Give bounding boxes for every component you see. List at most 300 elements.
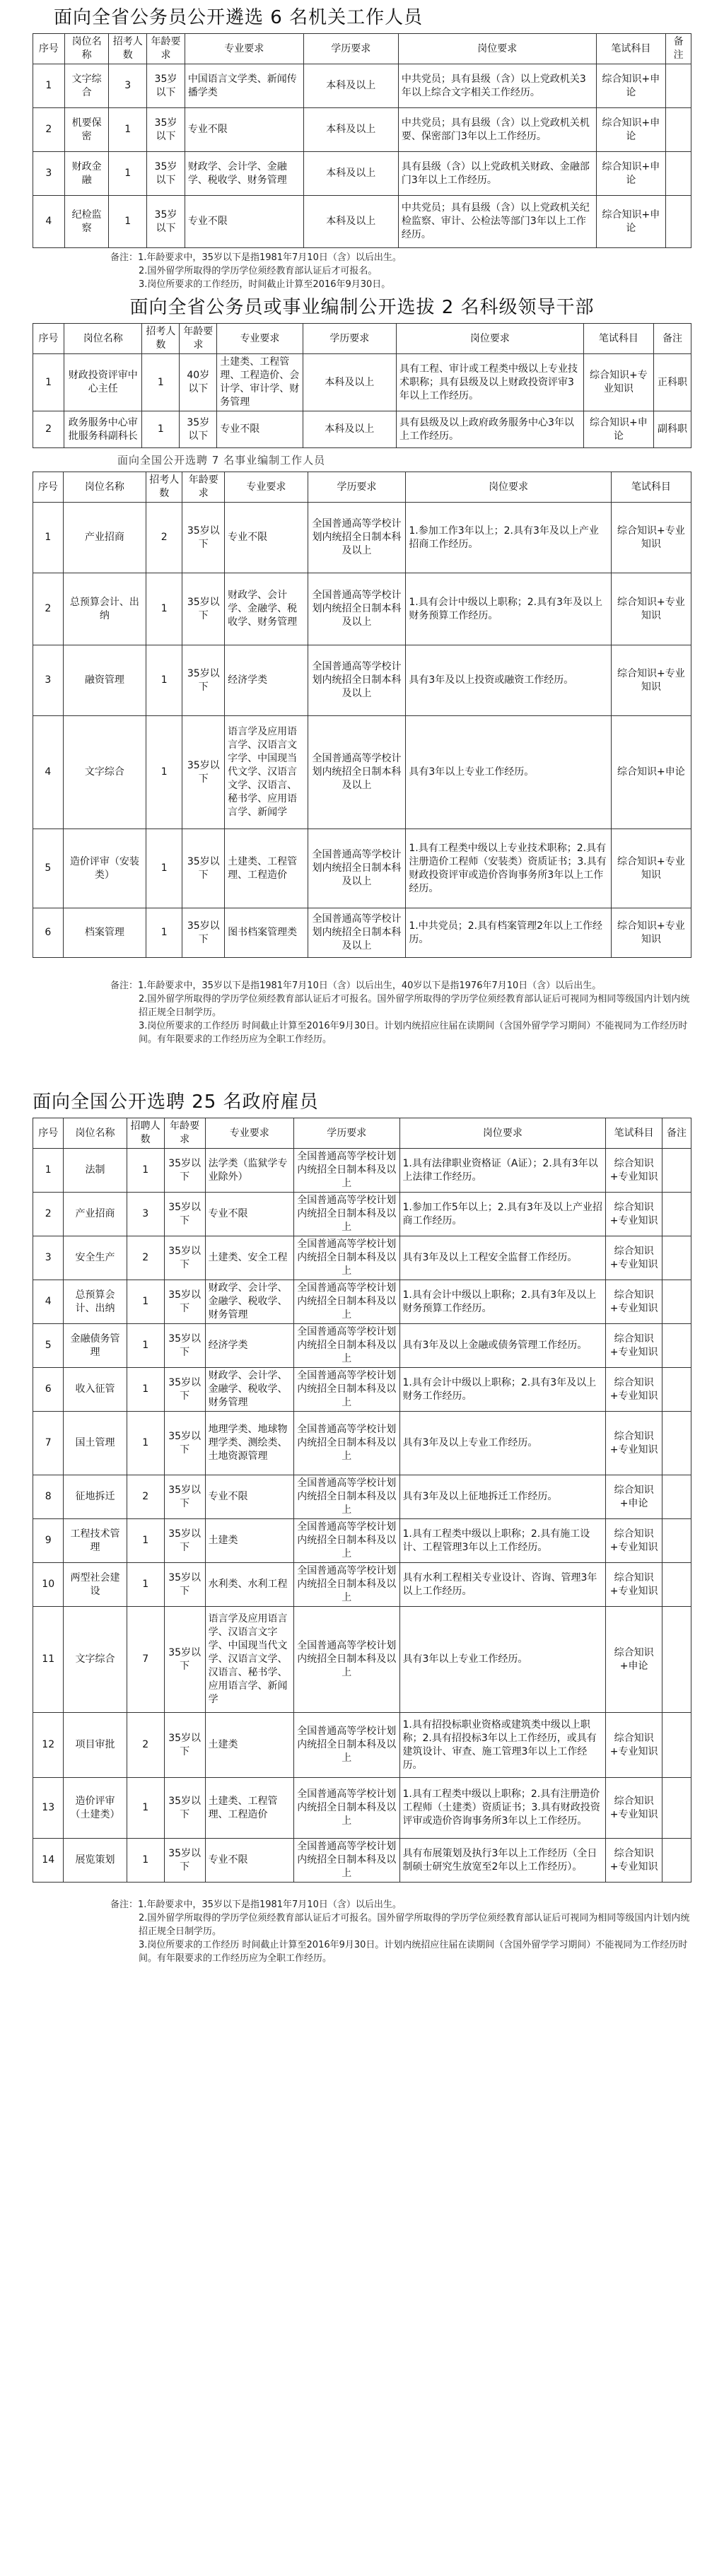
table-cell: 1 (127, 1778, 164, 1839)
table-cell: 综合知识+申论 (583, 411, 653, 448)
table-cell: 两型社会建设 (64, 1563, 127, 1607)
table-cell: 本科及以上 (303, 64, 398, 108)
table-cell: 经济学类 (205, 1324, 293, 1368)
table-cell: 地理学类、地球物理学类、测绘类、土地资源管理 (205, 1412, 293, 1475)
table-row (33, 573, 691, 645)
table-cell (662, 1412, 691, 1475)
section3-header-row (33, 472, 691, 503)
table-cell: 1 (146, 645, 182, 716)
table-row (33, 108, 691, 152)
table-row (33, 1839, 691, 1883)
table-cell: 35岁以下 (164, 1236, 205, 1280)
column-header: 学历要求 (308, 472, 406, 503)
table-cell: 财政学、会计学、金融学、税收学、财务管理 (185, 152, 303, 196)
section1-notes (33, 248, 691, 291)
table-cell: 全国普通高等学校计划内统招全日制本科及以上 (308, 829, 406, 908)
table-cell: 3 (33, 645, 64, 716)
table-cell: 3 (109, 64, 147, 108)
table-cell: 全国普通高等学校计划内统招全日制本科及以上 (293, 1368, 399, 1412)
table-cell: 具有3年及以上征地拆迁工作经历。 (399, 1475, 606, 1519)
table-cell: 中共党员；具有县级（含）以上党政机关纪检监察、审计、公检法等部门3年以上工作经历。 (398, 196, 596, 248)
table-cell: 全国普通高等学校计划内统招全日制本科及以上 (293, 1193, 399, 1236)
section4-rows (33, 1149, 691, 1883)
column-header: 笔试科目 (583, 324, 653, 354)
table-cell: 1.具有工程类中级以上职称；2.具有注册造价工程师（土建类）资质证书；3.具有财政投资评审或造价咨询事务所3年以上工作经历。 (399, 1778, 606, 1839)
table-cell: 总预算会计、出纳 (63, 573, 146, 645)
table-cell: 财政学、会计学、金融学、税收学、财务管理 (205, 1280, 293, 1324)
table-cell: 35岁以下 (180, 411, 217, 448)
table-cell: 全国普通高等学校计划内统招全日制本科及以上 (293, 1236, 399, 1280)
table-cell: 财政学、会计学、金融学、税收学、财务管理 (205, 1368, 293, 1412)
table-cell: 13 (33, 1778, 64, 1839)
table-cell: 2 (127, 1713, 164, 1778)
table-cell: 文字综合 (64, 1607, 127, 1713)
column-header: 岗位名称 (63, 472, 146, 503)
table-cell: 35岁以下 (164, 1149, 205, 1193)
section3-title: 面向全国公开选聘 7 名事业编制工作人员 (117, 454, 326, 467)
table-cell: 1 (127, 1324, 164, 1368)
table-cell: 全国普通高等学校计划内统招全日制本科及以上 (293, 1713, 399, 1778)
table-cell: 展览策划 (64, 1839, 127, 1883)
table-cell (666, 108, 691, 152)
table-cell: 土建类 (205, 1713, 293, 1778)
table-cell: 经济学类 (225, 645, 308, 716)
table-cell: 专业不限 (205, 1193, 293, 1236)
column-header: 序号 (33, 34, 65, 64)
table-cell: 全国普通高等学校计划内统招全日制本科及以上 (293, 1778, 399, 1839)
table-cell: 综合知识+专业知识 (606, 1778, 662, 1839)
table-cell: 综合知识+专业知识 (606, 1236, 662, 1280)
table-cell: 专业不限 (217, 411, 303, 448)
table-cell: 35岁以下 (182, 645, 225, 716)
column-header: 专业要求 (205, 1118, 293, 1149)
table-cell: 1 (127, 1149, 164, 1193)
table-row (33, 829, 691, 908)
table-cell: 35岁以下 (182, 716, 225, 829)
table-cell: 财政金融 (64, 152, 109, 196)
table-cell: 2 (33, 411, 64, 448)
table-cell: 14 (33, 1839, 64, 1883)
table-cell: 1 (127, 1280, 164, 1324)
table-cell: 项目审批 (64, 1713, 127, 1778)
table-cell: 全国普通高等学校计划内统招全日制本科及以上 (308, 503, 406, 573)
table-row (33, 1280, 691, 1324)
table-cell: 中共党员；具有县级（含）以上党政机关3年以上综合文字相关工作经历。 (398, 64, 596, 108)
column-header: 岗位名称 (64, 1118, 127, 1149)
table-cell: 全国普通高等学校计划内统招全日制本科及以上 (293, 1149, 399, 1193)
table-cell: 综合知识+申论 (596, 108, 665, 152)
table-cell (662, 1149, 691, 1193)
table-cell (662, 1778, 691, 1839)
table-cell: 综合知识+专业知识 (606, 1149, 662, 1193)
section1-header-row (33, 34, 691, 64)
table-cell: 财政学、会计学、金融学、税收学、财务管理 (225, 573, 308, 645)
table-cell: 1 (33, 354, 64, 411)
section1-table (33, 33, 691, 248)
table-cell: 35岁以下 (164, 1778, 205, 1839)
column-header: 学历要求 (303, 324, 396, 354)
table-cell: 1 (33, 1149, 64, 1193)
section4-notes (33, 1883, 691, 1965)
table-cell (662, 1236, 691, 1280)
table-cell (666, 196, 691, 248)
table-cell: 3 (33, 152, 65, 196)
table-cell: 1 (33, 64, 65, 108)
table-cell: 综合知识+专业知识 (606, 1519, 662, 1563)
table-cell: 1 (109, 152, 147, 196)
table-cell (666, 152, 691, 196)
table-cell: 综合知识+申论 (596, 196, 665, 248)
table-row (33, 152, 691, 196)
table-cell: 4 (33, 196, 65, 248)
column-header: 岗位要求 (406, 472, 611, 503)
table-cell: 综合知识+专业知识 (606, 1839, 662, 1883)
column-header: 年龄要求 (182, 472, 225, 503)
table-cell: 本科及以上 (303, 354, 396, 411)
table-cell: 综合知识+申论 (606, 1607, 662, 1713)
table-cell: 具有工程、审计或工程类中级以上专业技术职称；具有县级及以上财政投资评审3年以上工作经历。 (396, 354, 583, 411)
table-cell (666, 64, 691, 108)
table-cell: 全国普通高等学校计划内统招全日制本科及以上 (308, 716, 406, 829)
table-cell: 40岁以下 (180, 354, 217, 411)
column-header: 年龄要求 (147, 34, 185, 64)
section3-notes (33, 958, 691, 1046)
table-cell: 35岁以下 (182, 829, 225, 908)
table-cell: 全国普通高等学校计划内统招全日制本科及以上 (293, 1519, 399, 1563)
table-cell: 文字综合 (64, 64, 109, 108)
table-cell: 中国语言文学类、新闻传播学类 (185, 64, 303, 108)
note: 3.岗位所要求的工作经历 时间截止计算至2016年9月30日。计划内统招应往届在读期间（含国外留学学习期间）不能视同为工作经历时间。有年限要求的工作经历应为全职工作经历。 (139, 1940, 688, 1964)
table-cell (662, 1280, 691, 1324)
table-cell: 综合知识+专业知识 (611, 908, 691, 958)
table-cell: 2 (33, 108, 65, 152)
table-cell (662, 1324, 691, 1368)
table-cell: 全国普通高等学校计划内统招全日制本科及以上 (293, 1607, 399, 1713)
section4-table (33, 1118, 691, 1883)
column-header: 笔试科目 (606, 1118, 662, 1149)
table-cell: 1 (142, 354, 180, 411)
table-cell: 4 (33, 716, 64, 829)
column-header: 招聘人数 (127, 1118, 164, 1149)
column-header: 年龄要求 (164, 1118, 205, 1149)
table-cell: 1.具有会计中级以上职称；2.具有3年及以上财务工作经历。 (399, 1368, 606, 1412)
section2-rows (33, 354, 691, 448)
table-cell: 产业招商 (63, 503, 146, 573)
table-cell: 具有县级（含）以上党政机关财政、金融部门3年以上工作经历。 (398, 152, 596, 196)
table-cell: 综合知识+专业知识 (583, 354, 653, 411)
table-cell: 2 (146, 503, 182, 573)
table-cell: 具有布展策划及执行3年以上工作经历（全日制硕士研究生放宽至2年以上工作经历）。 (399, 1839, 606, 1883)
table-cell: 造价评审（安装类） (63, 829, 146, 908)
note: 2.国外留学所取得的学历学位须经教育部认证后才可报名。 (139, 266, 378, 276)
table-cell: 档案管理 (63, 908, 146, 958)
table-row (33, 1236, 691, 1280)
section1-title: 面向全省公务员公开遴选 6 名机关工作人员 (54, 7, 424, 28)
column-header: 序号 (33, 472, 64, 503)
section4-header-row (33, 1118, 691, 1149)
table-cell: 35岁以下 (182, 908, 225, 958)
table-cell: 土建类、工程管理、工程造价 (225, 829, 308, 908)
table-cell: 具有3年及以上投资或融资工作经历。 (406, 645, 611, 716)
table-cell: 全国普通高等学校计划内统招全日制本科及以上 (308, 645, 406, 716)
table-row (33, 716, 691, 829)
table-row (33, 1563, 691, 1607)
table-row (33, 1778, 691, 1839)
table-cell: 图书档案管理类 (225, 908, 308, 958)
section4-title: 面向全国公开选聘 25 名政府雇员 (33, 1091, 319, 1113)
column-header: 岗位要求 (398, 34, 596, 64)
table-cell: 综合知识+专业知识 (611, 645, 691, 716)
table-row (33, 1475, 691, 1519)
note: 备注：1.年龄要求中，35岁以下是指1981年7月10日（含）以后出生。 (110, 1899, 402, 1910)
table-cell: 35岁以下 (164, 1563, 205, 1607)
table-cell: 综合知识+申论 (596, 64, 665, 108)
table-cell: 全国普通高等学校计划内统招全日制本科及以上 (308, 573, 406, 645)
column-header: 笔试科目 (596, 34, 665, 64)
column-header: 学历要求 (293, 1118, 399, 1149)
column-header: 岗位名称 (64, 34, 109, 64)
table-cell: 3 (33, 1236, 64, 1280)
table-row (33, 1368, 691, 1412)
column-header: 岗位要求 (396, 324, 583, 354)
table-cell: 具有3年以上专业工作经历。 (406, 716, 611, 829)
table-cell (662, 1519, 691, 1563)
table-cell: 纪检监察 (64, 196, 109, 248)
table-cell: 机要保密 (64, 108, 109, 152)
table-cell: 语言学及应用语言学、汉语言文字学、中国现当代文学、汉语言文学、汉语言、秘书学、应用语言学、新闻学 (205, 1607, 293, 1713)
table-cell: 1 (127, 1519, 164, 1563)
table-cell: 7 (127, 1607, 164, 1713)
table-cell: 全国普通高等学校计划内统招全日制本科及以上 (308, 908, 406, 958)
table-cell: 财政投资评审中心主任 (64, 354, 142, 411)
table-cell: 5 (33, 1324, 64, 1368)
table-cell (662, 1839, 691, 1883)
table-cell: 全国普通高等学校计划内统招全日制本科及以上 (293, 1280, 399, 1324)
table-cell: 政务服务中心审批服务科副科长 (64, 411, 142, 448)
column-header: 序号 (33, 324, 64, 354)
table-cell: 9 (33, 1519, 64, 1563)
table-cell: 35岁以下 (164, 1280, 205, 1324)
table-cell: 收入征管 (64, 1368, 127, 1412)
table-cell: 土建类 (205, 1519, 293, 1563)
table-cell (662, 1475, 691, 1519)
column-header: 学历要求 (303, 34, 398, 64)
table-cell: 综合知识+专业知识 (606, 1563, 662, 1607)
table-cell: 1 (33, 503, 64, 573)
table-cell: 土建类、工程管理、工程造价、会计学、审计学、财务管理 (217, 354, 303, 411)
table-cell: 专业不限 (185, 196, 303, 248)
column-header: 专业要求 (217, 324, 303, 354)
table-cell: 1 (127, 1412, 164, 1475)
table-row (33, 908, 691, 958)
table-cell: 融资管理 (63, 645, 146, 716)
table-cell: 1 (146, 829, 182, 908)
table-cell: 1 (146, 573, 182, 645)
column-header: 备注 (653, 324, 691, 354)
table-cell: 1.具有工程类中级以上专业技术职称；2.具有注册造价工程师（安装类）资质证书；3.具有财政投资评审或造价咨询事务所3年以上工作经历。 (406, 829, 611, 908)
table-cell: 全国普通高等学校计划内统招全日制本科及以上 (293, 1324, 399, 1368)
table-row (33, 645, 691, 716)
table-cell: 7 (33, 1412, 64, 1475)
table-cell: 综合知识+专业知识 (606, 1280, 662, 1324)
column-header: 招考人数 (146, 472, 182, 503)
section2-table (33, 323, 691, 448)
section2-header-row (33, 324, 691, 354)
table-cell: 1.具有会计中级以上职称；2.具有3年及以上财务预算工作经历。 (406, 573, 611, 645)
table-cell: 1 (127, 1563, 164, 1607)
column-header: 招考人数 (142, 324, 180, 354)
table-cell: 文字综合 (63, 716, 146, 829)
table-cell: 专业不限 (205, 1475, 293, 1519)
table-cell: 35岁以下 (147, 152, 185, 196)
table-cell: 全国普通高等学校计划内统招全日制本科及以上 (293, 1839, 399, 1883)
table-row (33, 1412, 691, 1475)
table-cell: 1 (146, 716, 182, 829)
section-institution-staff (33, 448, 691, 1046)
table-cell: 土建类、工程管理、工程造价 (205, 1778, 293, 1839)
column-header: 年龄要求 (180, 324, 217, 354)
table-cell: 11 (33, 1607, 64, 1713)
table-cell: 35岁以下 (147, 108, 185, 152)
column-header: 专业要求 (185, 34, 303, 64)
table-cell: 1.参加工作3年以上；2.具有3年及以上产业招商工作经历。 (406, 503, 611, 573)
table-cell: 35岁以下 (164, 1713, 205, 1778)
table-row (33, 1193, 691, 1236)
table-cell (662, 1193, 691, 1236)
table-cell: 具有县级及以上政府政务服务中心3年以上工作经历。 (396, 411, 583, 448)
table-cell: 35岁以下 (164, 1839, 205, 1883)
table-cell: 综合知识+专业知识 (606, 1193, 662, 1236)
table-cell: 具有3年及以上工程安全监督工作经历。 (399, 1236, 606, 1280)
table-row (33, 1519, 691, 1563)
table-cell: 本科及以上 (303, 152, 398, 196)
column-header: 备注 (662, 1118, 691, 1149)
table-cell: 35岁以下 (182, 503, 225, 573)
table-cell: 8 (33, 1475, 64, 1519)
table-row (33, 354, 691, 411)
table-cell: 语言学及应用语言学、汉语言文字学、中国现当代文学、汉语言文学、汉语言、秘书学、应用语言学、新闻学 (225, 716, 308, 829)
note: 2.国外留学所取得的学历学位须经教育部认证后才可报名。国外留学所取得的学历学位须经教育部认证后可视同为相同等级国内计划内统招正规全日制学历。 (139, 1913, 690, 1937)
table-cell: 35岁以下 (164, 1368, 205, 1412)
table-row (33, 1149, 691, 1193)
table-cell: 具有水利工程相关专业设计、咨询、管理3年以上工作经历。 (399, 1563, 606, 1607)
table-cell: 1.具有招投标职业资格或建筑类中级以上职称；2.具有招投标3年以上工作经历，或具有建筑设计、审查、施工管理3年以上工作经历。 (399, 1713, 606, 1778)
table-cell: 土建类、安全工程 (205, 1236, 293, 1280)
table-cell: 综合知识+专业知识 (611, 503, 691, 573)
table-row (33, 1324, 691, 1368)
table-cell: 4 (33, 1280, 64, 1324)
table-cell: 2 (127, 1236, 164, 1280)
column-header: 岗位要求 (399, 1118, 606, 1149)
table-cell: 2 (33, 573, 64, 645)
table-cell: 35岁以下 (164, 1607, 205, 1713)
table-cell: 法制 (64, 1149, 127, 1193)
note: 3.岗位所要求的工作经历 时间截止计算至2016年9月30日。计划内统招应往届在读期间（含国外留学学习期间）不能视同为工作经历时间。有年限要求的工作经历应为全职工作经历。 (139, 1021, 688, 1045)
note: 备注：1.年龄要求中，35岁以下是指1981年7月10日（含）以后出生，40岁以下是指1976年7月10日（含）以后出生。 (110, 980, 602, 991)
table-cell: 全国普通高等学校计划内统招全日制本科及以上 (293, 1412, 399, 1475)
table-cell: 造价评审（土建类） (64, 1778, 127, 1839)
table-cell: 2 (127, 1475, 164, 1519)
table-cell: 国土管理 (64, 1412, 127, 1475)
table-cell: 具有3年及以上金融或债务管理工作经历。 (399, 1324, 606, 1368)
table-row (33, 64, 691, 108)
section1-rows (33, 64, 691, 248)
table-cell: 1.具有会计中级以上职称；2.具有3年及以上财务预算工作经历。 (399, 1280, 606, 1324)
section3-table (33, 472, 691, 958)
column-header: 招考人数 (109, 34, 147, 64)
table-cell: 35岁以下 (164, 1519, 205, 1563)
table-row (33, 411, 691, 448)
table-cell: 35岁以下 (164, 1475, 205, 1519)
table-cell: 专业不限 (185, 108, 303, 152)
table-cell: 本科及以上 (303, 108, 398, 152)
table-cell: 全国普通高等学校计划内统招全日制本科及以上 (293, 1475, 399, 1519)
table-cell: 1 (109, 108, 147, 152)
table-cell: 35岁以下 (147, 64, 185, 108)
column-header: 岗位名称 (64, 324, 142, 354)
section-leader-selection (33, 291, 691, 448)
table-cell: 35岁以下 (164, 1193, 205, 1236)
table-cell: 中共党员；具有县级（含）以上党政机关机要、保密部门3年以上工作经历。 (398, 108, 596, 152)
table-cell: 安全生产 (64, 1236, 127, 1280)
table-cell: 本科及以上 (303, 411, 396, 448)
table-cell: 综合知识+专业知识 (606, 1324, 662, 1368)
section-civil-servant-transfer (33, 0, 691, 291)
note: 2.国外留学所取得的学历学位须经教育部认证后才可报名。国外留学所取得的学历学位须经教育部认证后可视同为相同等级国内计划内统招正规全日制学历。 (139, 994, 690, 1018)
table-cell: 35岁以下 (182, 573, 225, 645)
table-cell: 5 (33, 829, 64, 908)
table-cell: 水利类、水利工程 (205, 1563, 293, 1607)
table-cell (662, 1713, 691, 1778)
table-cell: 产业招商 (64, 1193, 127, 1236)
table-cell: 1.具有法律职业资格证（A证）；2.具有3年以上法律工作经历。 (399, 1149, 606, 1193)
table-cell: 1.中共党员；2.具有档案管理2年以上工作经历。 (406, 908, 611, 958)
table-cell: 工程技术管理 (64, 1519, 127, 1563)
table-cell: 35岁以下 (147, 196, 185, 248)
table-cell: 12 (33, 1713, 64, 1778)
table-cell: 具有3年以上专业工作经历。 (399, 1607, 606, 1713)
table-cell (662, 1368, 691, 1412)
table-cell: 35岁以下 (164, 1412, 205, 1475)
table-cell: 1 (127, 1839, 164, 1883)
table-cell: 3 (127, 1193, 164, 1236)
table-cell: 1 (127, 1368, 164, 1412)
section3-rows (33, 503, 691, 958)
table-cell: 全国普通高等学校计划内统招全日制本科及以上 (293, 1563, 399, 1607)
table-cell: 6 (33, 908, 64, 958)
table-row (33, 503, 691, 573)
note: 3.岗位所要求的工作经历，时间截止计算至2016年9月30日。 (139, 279, 391, 290)
section-government-employees (33, 1046, 691, 1965)
table-cell: 正科职 (653, 354, 691, 411)
column-header: 备注 (666, 34, 691, 64)
table-cell: 专业不限 (205, 1839, 293, 1883)
table-cell: 1 (146, 908, 182, 958)
table-cell: 综合知识+专业知识 (606, 1368, 662, 1412)
table-row (33, 1713, 691, 1778)
table-cell: 综合知识+专业知识 (611, 573, 691, 645)
column-header: 笔试科目 (611, 472, 691, 503)
table-cell: 具有3年及以上专业工作经历。 (399, 1412, 606, 1475)
table-cell: 1 (109, 196, 147, 248)
table-cell (662, 1563, 691, 1607)
table-cell: 2 (33, 1193, 64, 1236)
table-cell: 35岁以下 (164, 1324, 205, 1368)
table-cell: 综合知识+申论 (596, 152, 665, 196)
table-cell: 1 (142, 411, 180, 448)
table-row (33, 196, 691, 248)
table-cell: 副科职 (653, 411, 691, 448)
